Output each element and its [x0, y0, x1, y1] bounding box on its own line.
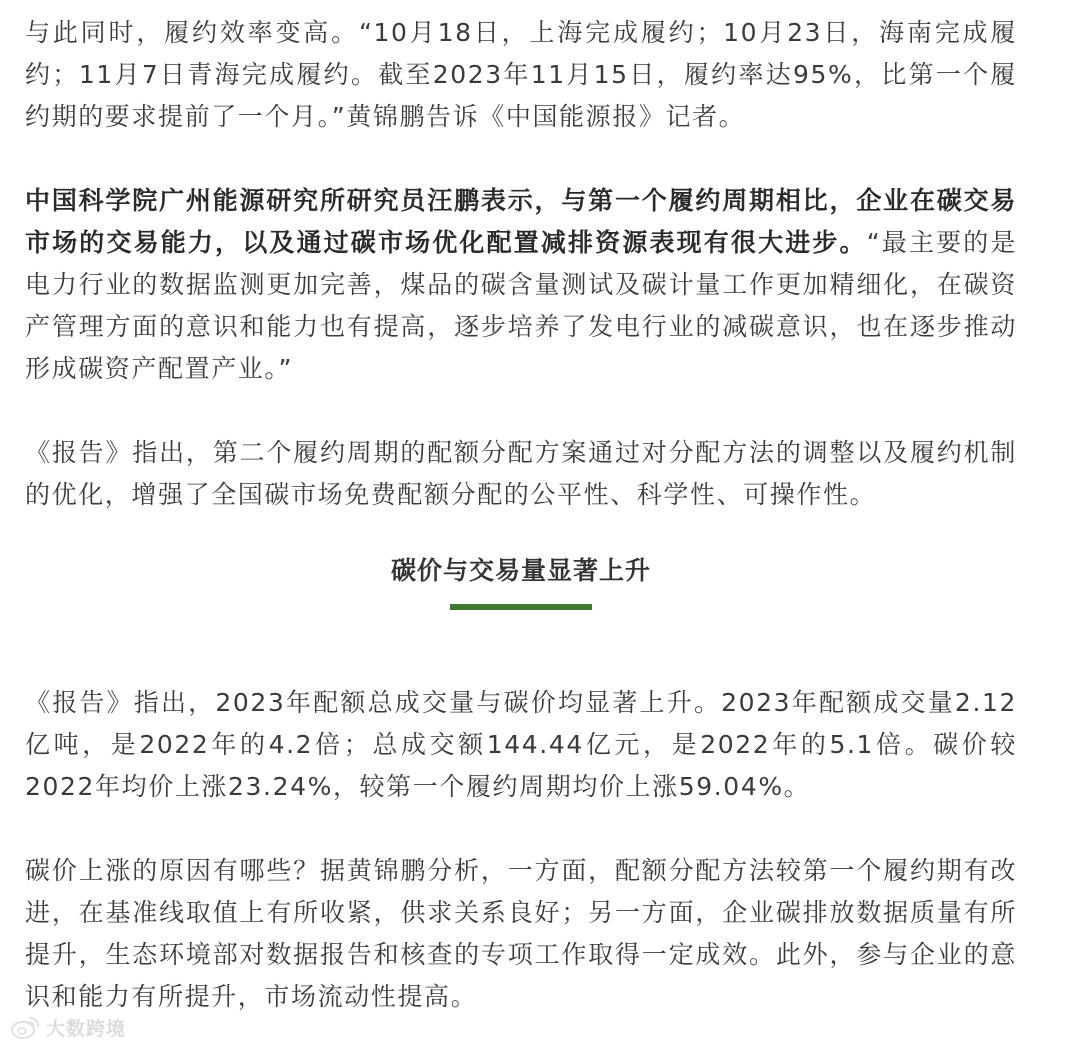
paragraph-bold-lead: 中国科学院广州能源研究所研究员汪鹏表示，与第一个履约周期相比，企业在碳交易市场的交易能力，以及通过碳市场优化配置减排资源表现有很大进步。 [25, 186, 1017, 257]
paragraph-expert-comment [25, 180, 1017, 390]
watermark [10, 1012, 126, 1042]
paragraph-text: 《报告》指出，2023年配额总成交量与碳价均显著上升。2023年配额成交量2.12亿吨，是2022年的4.2倍；总成交额144.44亿元，是2022年的5.1倍。碳价较2022年均价上涨23.24%，较第一个履约周期均价上涨59.04%。 [25, 688, 1017, 801]
paragraph-text: 《报告》指出，第二个履约周期的配额分配方案通过对分配方法的调整以及履约机制的优化，增强了全国碳市场免费配额分配的公平性、科学性、可操作性。 [25, 438, 1017, 509]
article-body [25, 12, 1017, 1018]
paragraph-price-reasons [25, 850, 1017, 1018]
paragraph-trading-volume [25, 682, 1017, 808]
section-underline-bar [450, 604, 592, 610]
watermark-text: 大数跨境 [46, 1017, 127, 1040]
section-title: 碳价与交易量显著上升 [390, 556, 651, 585]
section-heading [25, 554, 1017, 610]
paragraph-report-allocation [25, 432, 1017, 516]
paragraph-text: “最主要的是电力行业的数据监测更加完善，煤品的碳含量测试及碳计量工作更加精细化，在碳资产管理方面的意识和能力也有提高，逐步培养了发电行业的减碳意识，也在逐步推动形成碳资产配置产业。” [25, 228, 1017, 383]
weibo-logo-icon [10, 1014, 40, 1040]
paragraph-text: 与此同时，履约效率变高。“10月18日，上海完成履约；10月23日，海南完成履约；11月7日青海完成履约。截至2023年11月15日，履约率达95%，比第一个履约期的要求提前了一个月。”黄锦鹏告诉《中国能源报》记者。 [25, 18, 1017, 131]
paragraph-performance-efficiency [25, 12, 1017, 138]
paragraph-text: 碳价上涨的原因有哪些？据黄锦鹏分析，一方面，配额分配方法较第一个履约期有改进，在基准线取值上有所收紧，供求关系良好；另一方面，企业碳排放数据质量有所提升，生态环境部对数据报告和核查的专项工作取得一定成效。此外，参与企业的意识和能力有所提升，市场流动性提高。 [25, 856, 1017, 1011]
